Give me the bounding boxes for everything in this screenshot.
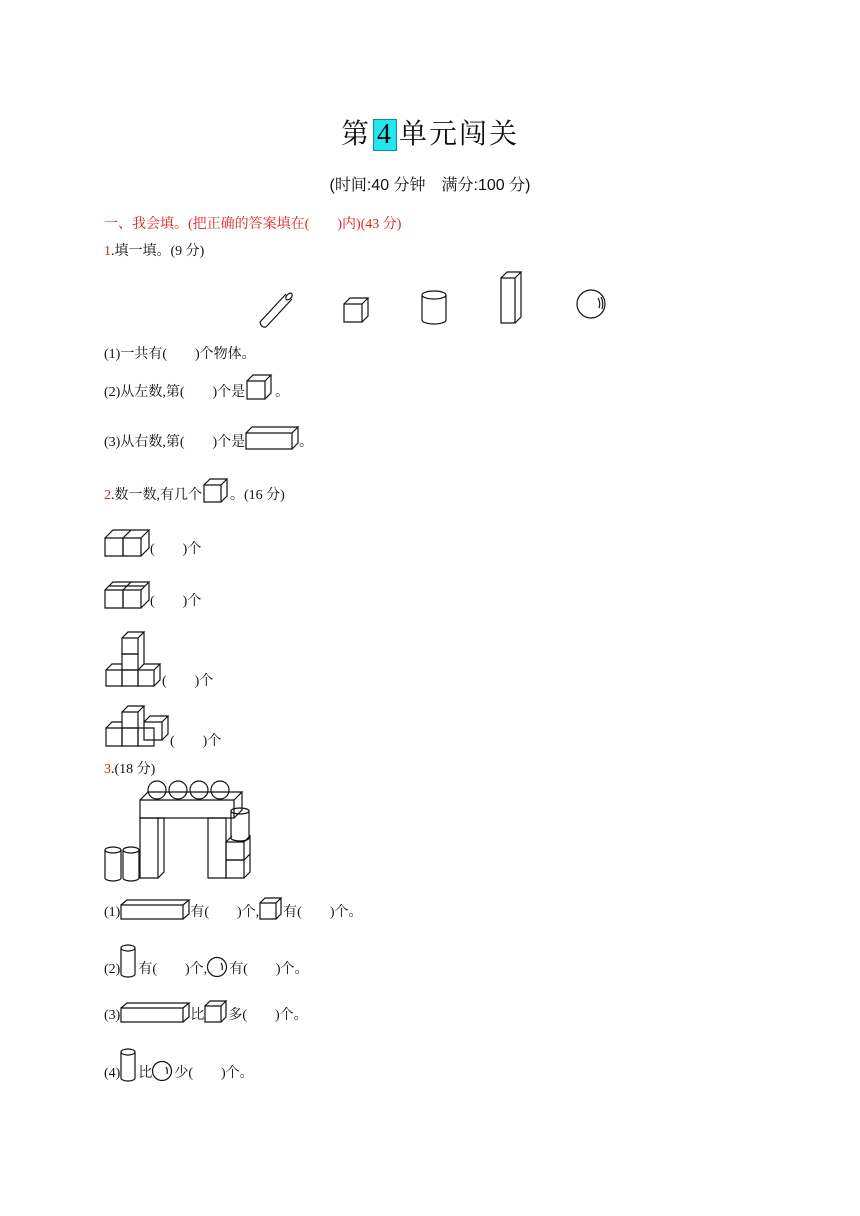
question-score: .(18 分)	[111, 762, 156, 777]
cube-icon	[202, 478, 230, 504]
title-prefix: 第	[340, 119, 371, 150]
section-heading: 一、我会填。(把正确的答案填在( )内)(43 分)	[104, 217, 402, 232]
cube-stack-figure	[104, 528, 150, 558]
subtitle: (时间:40 分钟 满分:100 分)	[329, 177, 531, 194]
block-structure-figure	[104, 778, 259, 884]
question-3-title	[104, 758, 155, 778]
ball-icon	[577, 290, 605, 318]
cube-icon	[259, 897, 283, 921]
q2-item-d	[104, 704, 221, 750]
page-title	[0, 112, 860, 152]
q1-part-2	[104, 373, 289, 401]
long-box-icon	[120, 899, 190, 921]
part-text: 少( )个。	[174, 1066, 254, 1081]
cylinder-icon	[422, 291, 446, 324]
q1-part-2-text: (2)从左数,第( )个是	[104, 385, 246, 400]
cube-icon	[344, 298, 368, 322]
cube-tower-figure	[104, 630, 162, 690]
part-text: 多( )个。	[228, 1008, 308, 1023]
cylinder-icon	[120, 1048, 138, 1082]
answer-blank: ( )个	[170, 734, 222, 749]
tall-box-icon	[501, 272, 521, 323]
cube-icon	[245, 373, 275, 401]
cube-stack-figure	[104, 580, 150, 610]
stick-icon	[260, 292, 293, 327]
q3-part-2	[104, 944, 308, 978]
part-text: 有( )个。	[229, 962, 309, 977]
q1-part-3	[104, 425, 313, 451]
long-box-icon	[245, 425, 299, 451]
objects-row	[250, 270, 620, 330]
question-number: 3	[104, 762, 111, 777]
q1-part-2-end: 。	[275, 385, 290, 400]
long-box-icon	[120, 1002, 190, 1024]
cylinder-icon	[120, 944, 138, 978]
q3-part-3	[104, 1000, 308, 1024]
answer-blank: ( )个	[150, 594, 202, 609]
cube-group-figure	[104, 704, 170, 750]
part-text: 比	[190, 1008, 205, 1023]
q2-item-b	[104, 580, 201, 610]
title-suffix: 单元闯关	[399, 119, 520, 150]
question-1-title	[104, 240, 204, 260]
part-text: 有( )个,	[190, 905, 260, 920]
part-label: (4)	[104, 1066, 121, 1081]
question-score: 。(16 分)	[230, 488, 285, 503]
part-label: (3)	[104, 1008, 121, 1023]
part-text: 有( )个。	[283, 905, 363, 920]
part-label: (1)	[104, 905, 121, 920]
q3-part-4	[104, 1048, 254, 1082]
part-text: 比	[138, 1066, 153, 1081]
q2-item-c	[104, 630, 213, 690]
ball-icon	[152, 1060, 174, 1082]
q2-item-a	[104, 528, 201, 558]
q1-part-3-end: 。	[299, 435, 314, 450]
ball-icon	[207, 956, 229, 978]
question-text: .填一填。(9 分)	[111, 244, 205, 259]
q1-part-3-text: (3)从右数,第( )个是	[104, 435, 246, 450]
cube-icon	[204, 1000, 228, 1024]
answer-blank: ( )个	[150, 542, 202, 557]
question-number: 2	[104, 488, 111, 503]
q1-part-1: (1)一共有( )个物体。	[104, 347, 256, 362]
question-text: .数一数,有几个	[111, 488, 202, 503]
question-number: 1	[104, 244, 111, 259]
question-2-title	[104, 478, 285, 504]
part-label: (2)	[104, 962, 121, 977]
answer-blank: ( )个	[162, 674, 214, 689]
part-text: 有( )个,	[138, 962, 208, 977]
q3-part-1	[104, 897, 362, 921]
unit-number-highlight: 4	[373, 119, 397, 151]
